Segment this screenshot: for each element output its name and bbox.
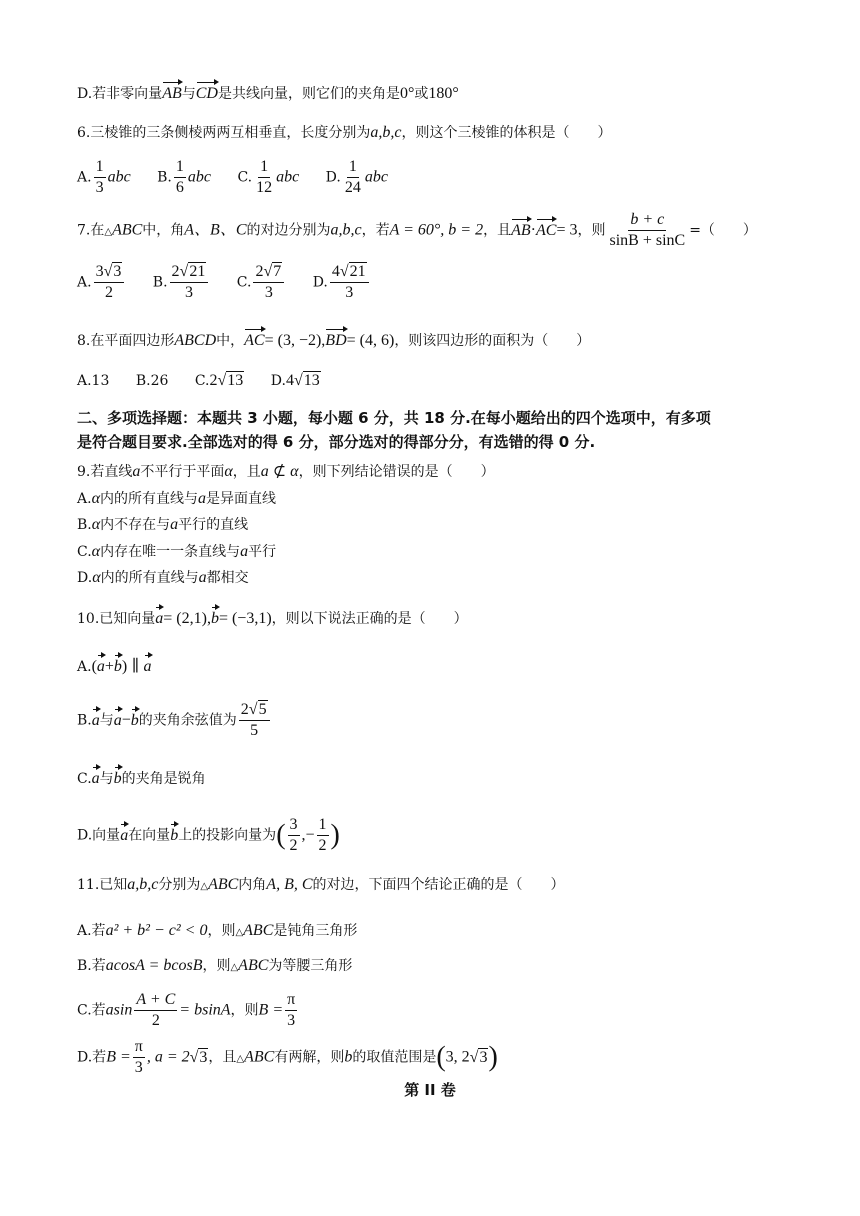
q5-option-d: D.若非零向量AB与CD是共线向量，则它们的夹角是0°或180° xyxy=(77,78,820,104)
q8-option-a: A.13 xyxy=(77,373,110,389)
q11-option-d: D.若B = $\frac{\pi}{3}$ , a = 2√3，且△ABC有两解，则b的取值范围是(3, 2√3) xyxy=(77,1038,498,1076)
q6-stem: 6.三棱锥的三条侧棱两两互相垂直，长度分别为a,b,c，则这个三棱锥的体积是（ ） xyxy=(77,124,612,141)
q6-option-c: C. $\frac{1}{12}$ abc xyxy=(237,158,300,196)
section2-heading: 二、多项选择题：本题共 3 小题，每小题 6 分，共 18 分.在每小题给出的四个选项中，有多项 是符合题目要求.全部选对的得 6 分，部分选对的得部分分，有选错的得 0 分. xyxy=(77,409,711,451)
q8-option-d: D.4√13 xyxy=(270,372,320,389)
q8-option-b: B.26 xyxy=(135,373,169,389)
q6-options xyxy=(77,157,820,198)
q7-stem: 7.在△ABC中，角A、B、C的对边分别为a,b,c，若A = 60°, b = 2，且AB·AC= 3，则 $\frac{b + c}{\sin B + \sin C}$ =（ ） xyxy=(77,211,757,249)
q6-option-a: A. $\frac{1}{3}$ abc xyxy=(77,158,131,196)
q11-option-c: C.若asin $\frac{A + C}{2}$ = bsinA，则B = $\frac{\pi}{3}$ xyxy=(77,991,296,1029)
q10-option-b: B.a与a−b的夹角余弦值为 $\frac{2√5}{5}$ xyxy=(77,700,820,741)
q8-stem: 8.在平面四边形ABCD中，AC= (3, −2),BD= (4, 6)，则该四边形的面积为（ ） xyxy=(77,325,820,351)
q9-option-d: D.α内的所有直线与a都相交 xyxy=(77,569,249,586)
q6-option-d: D. $\frac{1}{24}$ abc xyxy=(325,158,388,196)
q8-option-c: C.2√13 xyxy=(194,372,244,389)
part-ii-title: 第 II 卷 xyxy=(404,1081,456,1099)
q11-stem: 11.已知a,b,c分别为△ABC内角A, B, C的对边，下面四个结论正确的是（ ） xyxy=(77,876,565,893)
q7-options xyxy=(77,262,820,303)
q11-option-b: B.若acosA = bcosB，则△ABC为等腰三角形 xyxy=(77,957,353,974)
q7-option-d: D. $\frac{4√21}{3}$ xyxy=(313,262,371,303)
q10-option-a: A.(a+b) ∥ a xyxy=(77,651,820,677)
q9-option-a: A.α内的所有直线与a是异面直线 xyxy=(77,490,276,507)
q8-options xyxy=(77,371,820,391)
q9-stem: 9.若直线a不平行于平面α，且a ⊄ α，则下列结论错误的是（ ） xyxy=(77,463,495,480)
q10-stem: 10.已知向量a= (2,1),b= (−3,1)，则以下说法正确的是（ ） xyxy=(77,603,820,629)
q6-option-b: B. $\frac{1}{6}$ abc xyxy=(157,158,211,196)
q10-option-c: C.a与b的夹角是锐角 xyxy=(77,763,820,789)
q9-option-c: C.α内存在唯一一条直线与a平行 xyxy=(77,543,277,560)
q9-option-b: B.α内不存在与a平行的直线 xyxy=(77,516,249,533)
q10-option-d: D.向量a在向量b上的投影向量为( $\frac{3}{2}$ ,− $\frac{1}{2}$ ) xyxy=(77,816,340,854)
q11-option-a: A.若a² + b² − c² < 0，则△ABC是钝角三角形 xyxy=(77,922,358,939)
q7-option-b: B. $\frac{2√21}{3}$ xyxy=(153,262,211,303)
q7-option-c: C. $\frac{2√7}{3}$ xyxy=(237,262,286,303)
q7-option-a: A. $\frac{3√3}{2}$ xyxy=(77,262,126,303)
